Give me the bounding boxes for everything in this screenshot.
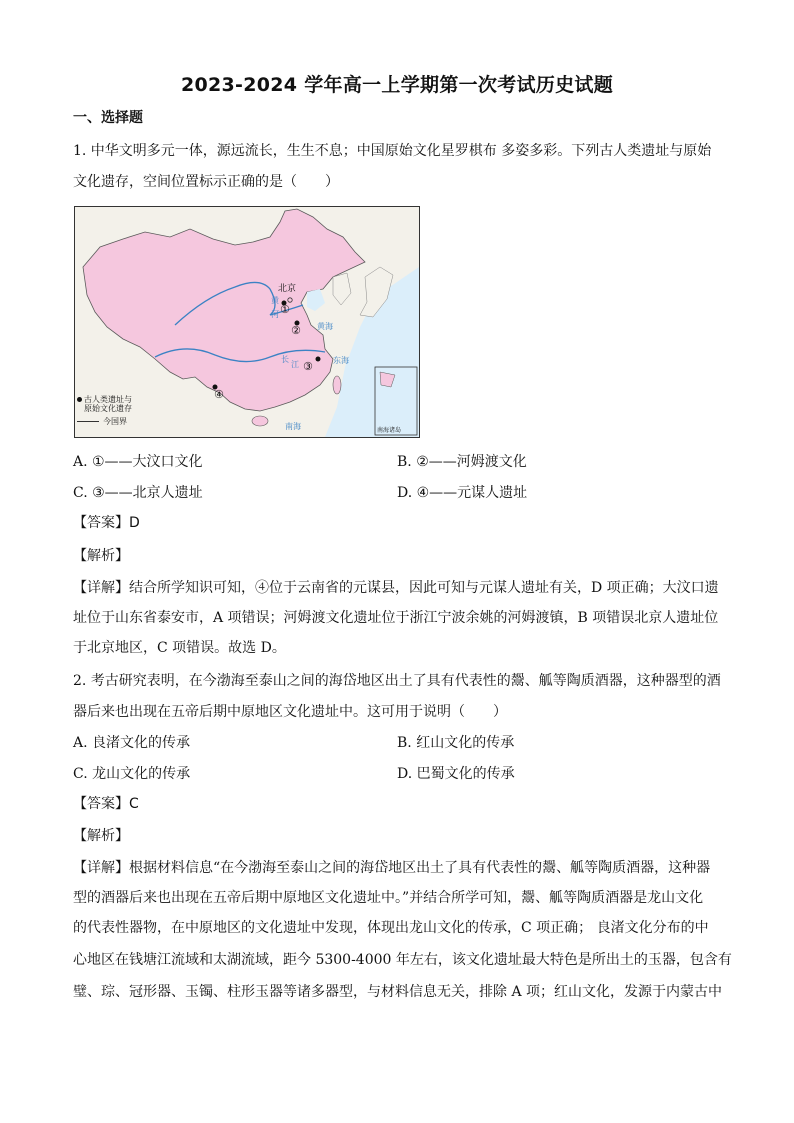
map-river-label-2: 河 — [271, 310, 279, 319]
map-marker-3-label: ③ — [303, 360, 313, 373]
q2-analysis-label: 【解析】 — [73, 828, 129, 844]
section-heading: 一、选择题 — [73, 110, 143, 126]
q2-option-a: A. 良渚文化的传承 — [73, 735, 191, 751]
map-river-label-1: 黄 — [271, 296, 279, 305]
page-title: 2023-2024 学年高一上学期第一次考试历史试题 — [180, 74, 614, 96]
q1-detail-line3: 于北京地区，C 项错误。故选 D。 — [73, 640, 286, 656]
q1-option-a: A. ①——大汶口文化 — [73, 454, 203, 470]
map-marker-4-label: ④ — [214, 388, 224, 401]
q1-option-b: B. ②——河姆渡文化 — [397, 454, 527, 470]
q2-detail-line5: 璧、琮、冠形器、玉镯、柱形玉器等诸多器型，与材料信息无关，排除 A 项；红山文化，发源于内蒙古中 — [73, 984, 723, 1000]
map-river-label-4: 江 — [291, 360, 299, 369]
q2-detail-line2: 型的酒器后来也出现在五帝后期中原地区文化遗址中。”并结合所学可知，鬶、觚等陶质酒器是龙山文化 — [73, 890, 704, 906]
q1-option-c: C. ③——北京人遗址 — [73, 485, 203, 501]
legend-border-line-icon — [77, 421, 99, 422]
q2-detail-line4: 心地区在钱塘江流域和太湖流域，距今 5300-4000 年左右，该文化遗址最大特色是所出土的玉器，包含有 — [73, 952, 732, 968]
q2-option-c: C. 龙山文化的传承 — [73, 766, 191, 782]
map-city-label: 北京 — [278, 284, 297, 294]
legend-site-label: 古人类遗址与 — [84, 395, 132, 404]
q2-detail-line3: 的代表性器物，在中原地区的文化遗址中发现，体现出龙山文化的传承，C 项正确； 良渚文化分布的中 — [73, 920, 709, 936]
q2-option-d: D. 巴蜀文化的传承 — [397, 766, 515, 782]
question-2-stem-line1: 2. 考古研究表明，在今渤海至泰山之间的海岱地区出土了具有代表性的鬶、觚等陶质酒器，这种器型的酒 — [73, 673, 721, 689]
q1-detail-line1: 【详解】结合所学知识可知，④位于云南省的元谋县，因此可知与元谋人遗址有关，D 项正确；大汶口遗 — [73, 580, 719, 596]
legend-dot-icon — [77, 397, 82, 402]
site-marker-3 — [316, 357, 321, 362]
question-2-stem-line2: 器后来也出现在五帝后期中原地区文化遗址中。这可用于说明（ ） — [73, 704, 507, 720]
map-marker-1-label: ① — [280, 303, 290, 316]
q1-answer: 【答案】D — [73, 515, 140, 531]
map-marker-2-label: ② — [291, 324, 301, 337]
map-river-label-3: 长 — [281, 355, 289, 364]
map-legend — [77, 395, 132, 426]
q2-answer: 【答案】C — [73, 796, 139, 812]
china-map-figure — [74, 206, 420, 438]
q1-analysis-label: 【解析】 — [73, 548, 129, 564]
q2-detail-line1: 【详解】根据材料信息“在今渤海至泰山之间的海岱地区出土了具有代表性的鬶、觚等陶质酒器，这种器 — [73, 860, 711, 876]
q1-option-d: D. ④——元谋人遗址 — [397, 485, 528, 501]
map-sea-south: 南海 — [285, 422, 301, 431]
map-sea-yellow: 黄海 — [317, 322, 333, 331]
q1-detail-line2: 址位于山东省泰安市，A 项错误；河姆渡文化遗址位于浙江宁波余姚的河姆渡镇，B 项错误北京人遗址位 — [73, 610, 719, 626]
legend-border-label: 今国界 — [103, 417, 127, 426]
map-sea-east: 东海 — [333, 356, 349, 365]
map-inset-label: 南海诸岛 — [377, 427, 402, 434]
legend-site-label-2: 原始文化遗存 — [84, 404, 132, 413]
q2-option-b: B. 红山文化的传承 — [397, 735, 515, 751]
question-1-stem-line1: 1. 中华文明多元一体，源远流长，生生不息；中国原始文化星罗棋布 多姿多彩。下列古人类遗址与原始 — [73, 143, 712, 159]
question-1-stem-line2: 文化遗存，空间位置标示正确的是（ ） — [73, 174, 339, 190]
